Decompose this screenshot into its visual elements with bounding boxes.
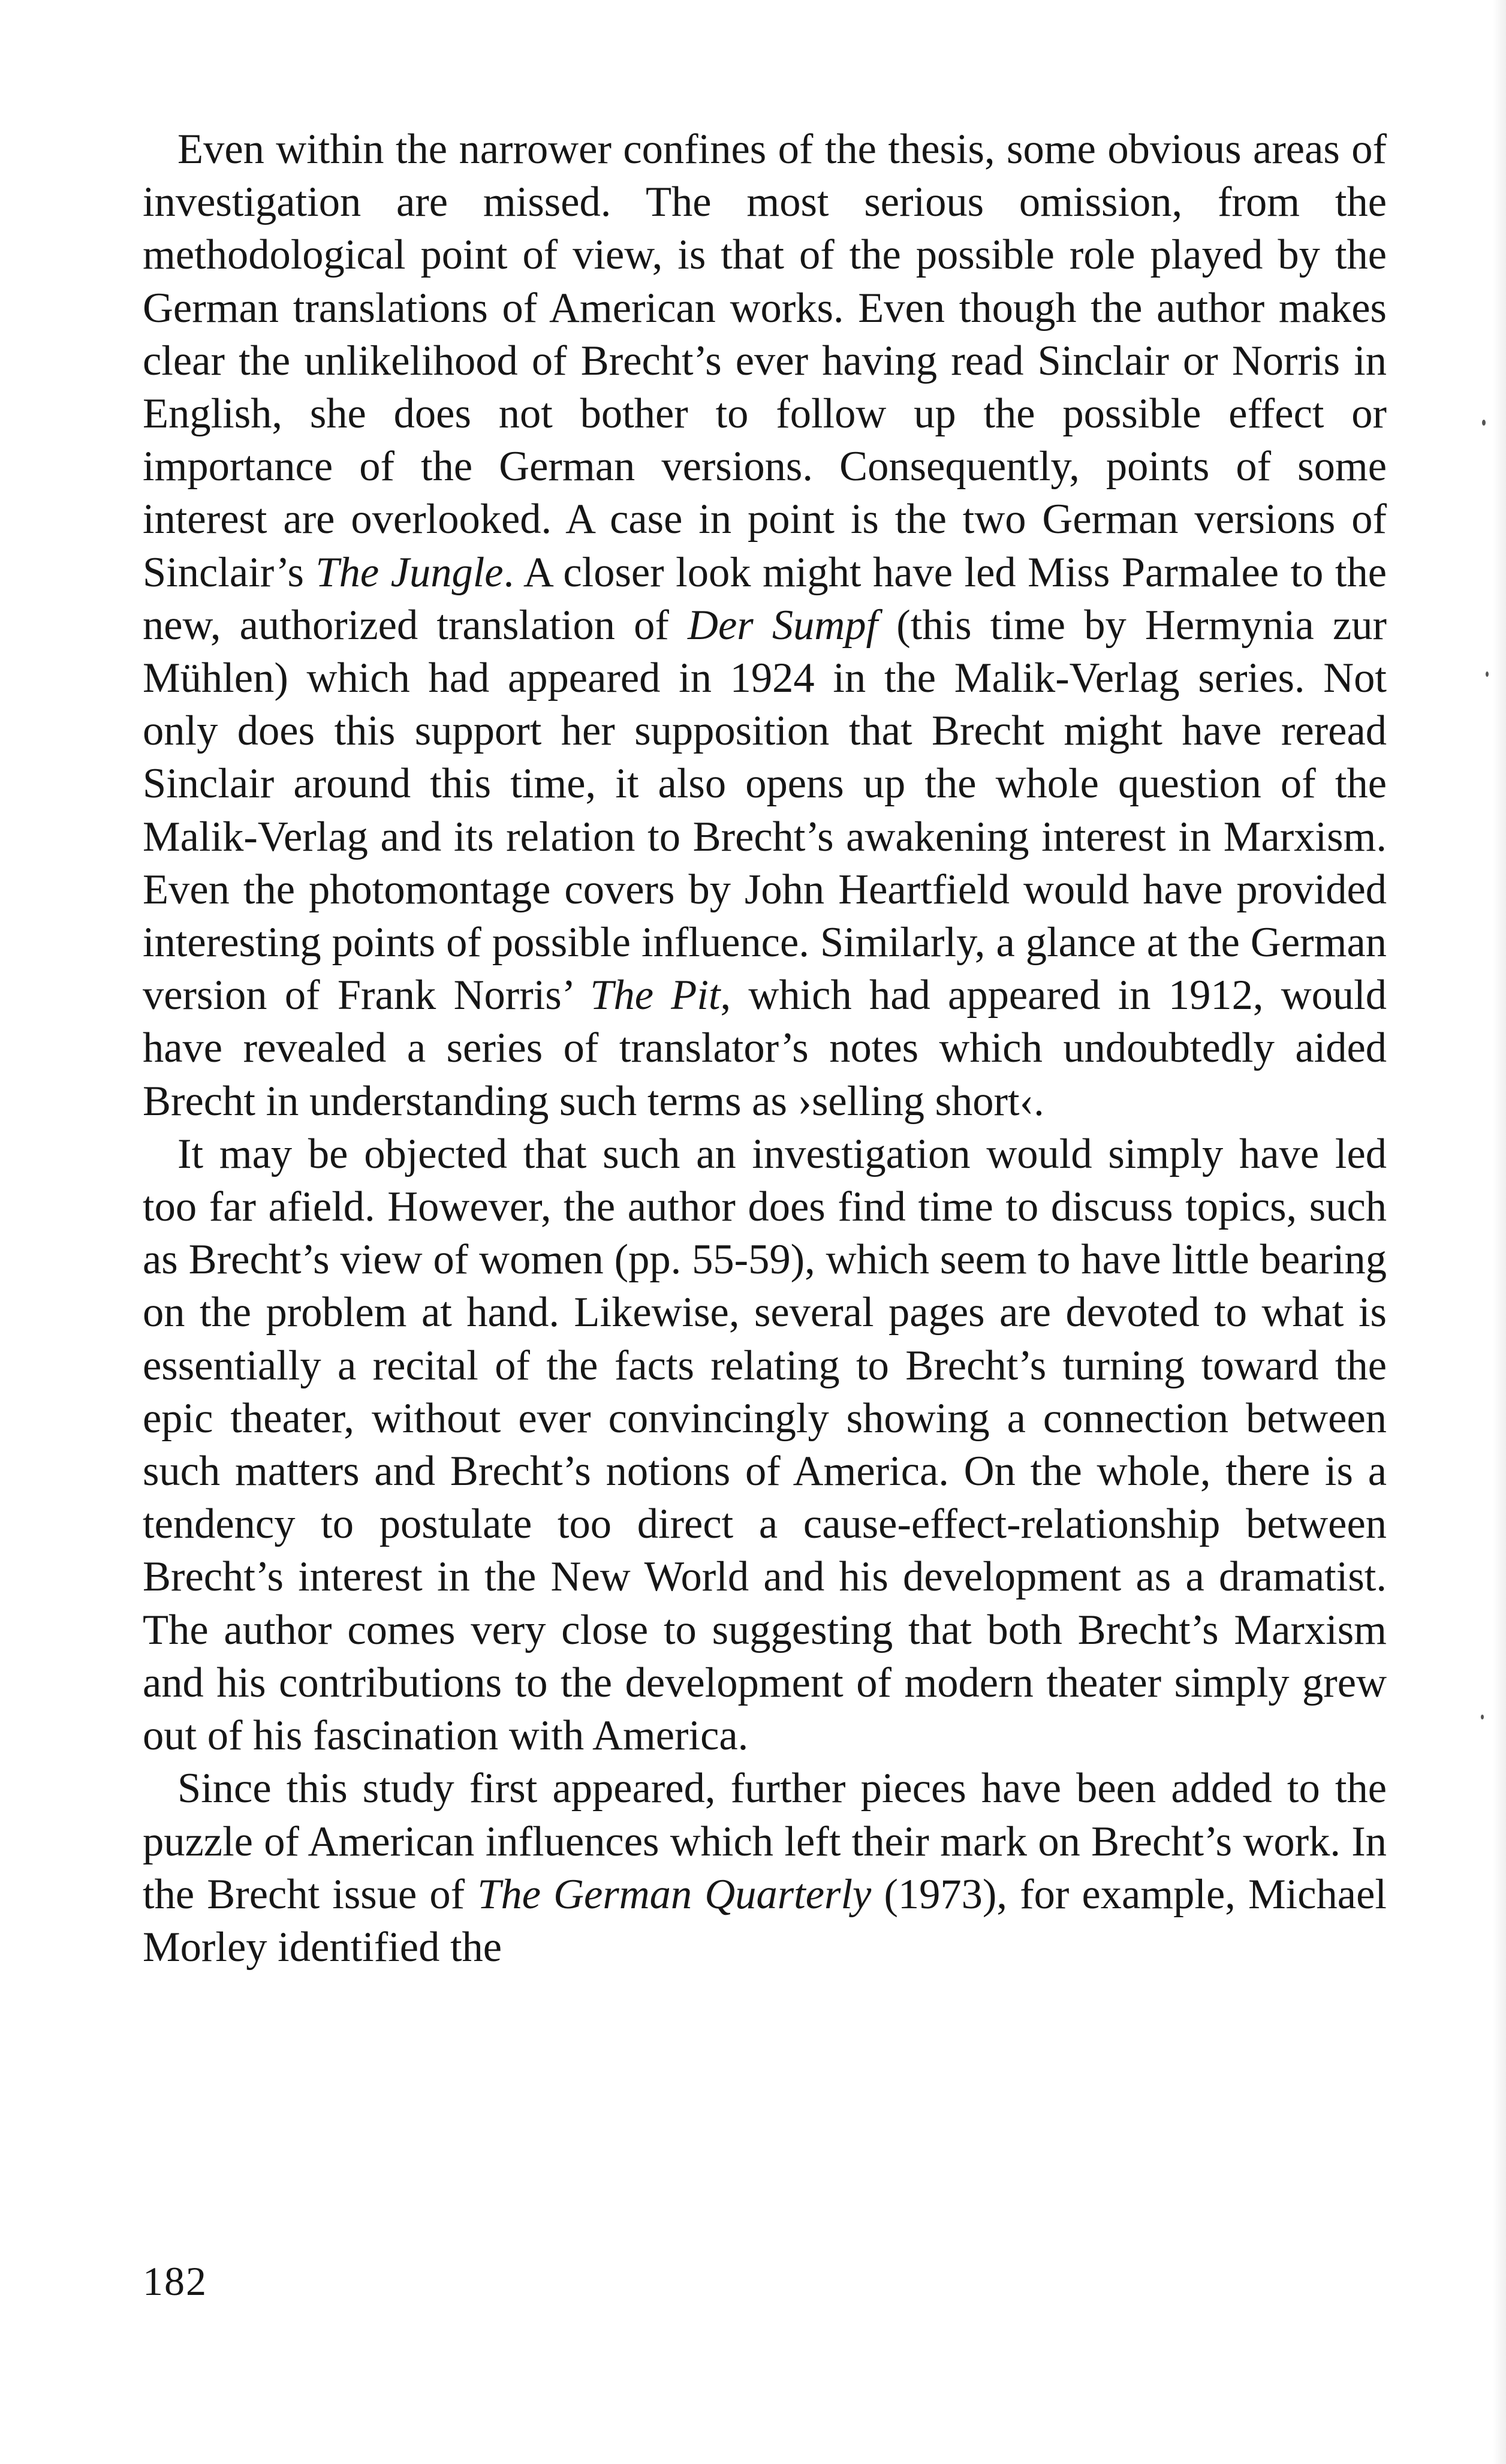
- scan-speck: [1481, 1715, 1484, 1719]
- paragraph-3-text-2: (1973), for example, Michael Morley identified the: [143, 1870, 1387, 1971]
- paragraph-1-text-3: (this time by Hermynia zur Mühlen) which had appeared in 1924 in the Malik-Verlag series. Not only does this support her supposition that Brecht might have reread Sinclair around this time, it also opens up the whole question of the Malik-Verlag and its relation to Brecht’s awakening interest in Marxism. Even the photomontage covers by John Heartfield would have provided interesting points of possible influence. Similarly, a glance at the German version of Frank Norris’: [143, 601, 1387, 1019]
- paragraph-1-text-1: Even within the narrower confines of the thesis, some obvious areas of investigation are missed. The most serious omission, from the methodological point of view, is that of the possible role played by the German translations of American works. Even though the author makes clear the unlikelihood of Brecht’s ever having read Sinclair or Norris in English, she does not bother to follow up the possible effect or importance of the German versions. Consequently, points of some interest are overlooked. A case in point is the two German versions of Sinclair’s: [143, 126, 1387, 596]
- paragraph-3-text-1: Since this study first appeared, further pieces have been added to the puzzle of American influences which left their mark on Brecht’s work. In the Brecht issue of: [143, 1765, 1387, 1918]
- body-text: [143, 123, 1387, 1974]
- book-title-der-sumpf: Der Sumpf: [688, 601, 878, 649]
- paragraph-1-text-4: , which had appeared in 1912, would have revealed a series of translator’s notes which undoubtedly aided Brecht in understanding such terms as ›selling short‹.: [143, 972, 1387, 1125]
- paragraph-3: [143, 1762, 1387, 1974]
- book-title-the-jungle: The Jungle: [315, 549, 504, 596]
- page-number: 182: [143, 2258, 207, 2304]
- paragraph-2: [143, 1128, 1387, 1762]
- paragraph-2-text-1: It may be objected that such an investigation would simply have led too far afield. However, the author does find time to discuss topics, such as Brecht’s view of women (pp. 55-59), which seem to have little bearing on the problem at hand. Likewise, several pages are devoted to what is essentially a recital of the facts relating to Brecht’s turning toward the epic theater, without ever convincingly showing a connection between such matters and Brecht’s notions of America. On the whole, there is a tendency to postulate too direct a cause-effect-relationship between Brecht’s interest in the New World and his development as a dramatist. The author comes very close to suggesting that both Brecht’s Marxism and his contributions to the development of modern theater simply grew out of his fascination with America.: [143, 1130, 1387, 1760]
- paragraph-1: [143, 123, 1387, 1128]
- book-title-the-pit: The Pit: [590, 972, 721, 1019]
- journal-title-german-quarterly: The German Quarterly: [477, 1870, 872, 1918]
- scan-edge-shadow: [1493, 0, 1506, 2464]
- scan-speck: [1486, 671, 1489, 677]
- paragraph-1-text-2: . A closer look might have led Miss Parmalee to the new, authorized translation of: [143, 549, 1387, 649]
- scan-speck: [1482, 420, 1486, 426]
